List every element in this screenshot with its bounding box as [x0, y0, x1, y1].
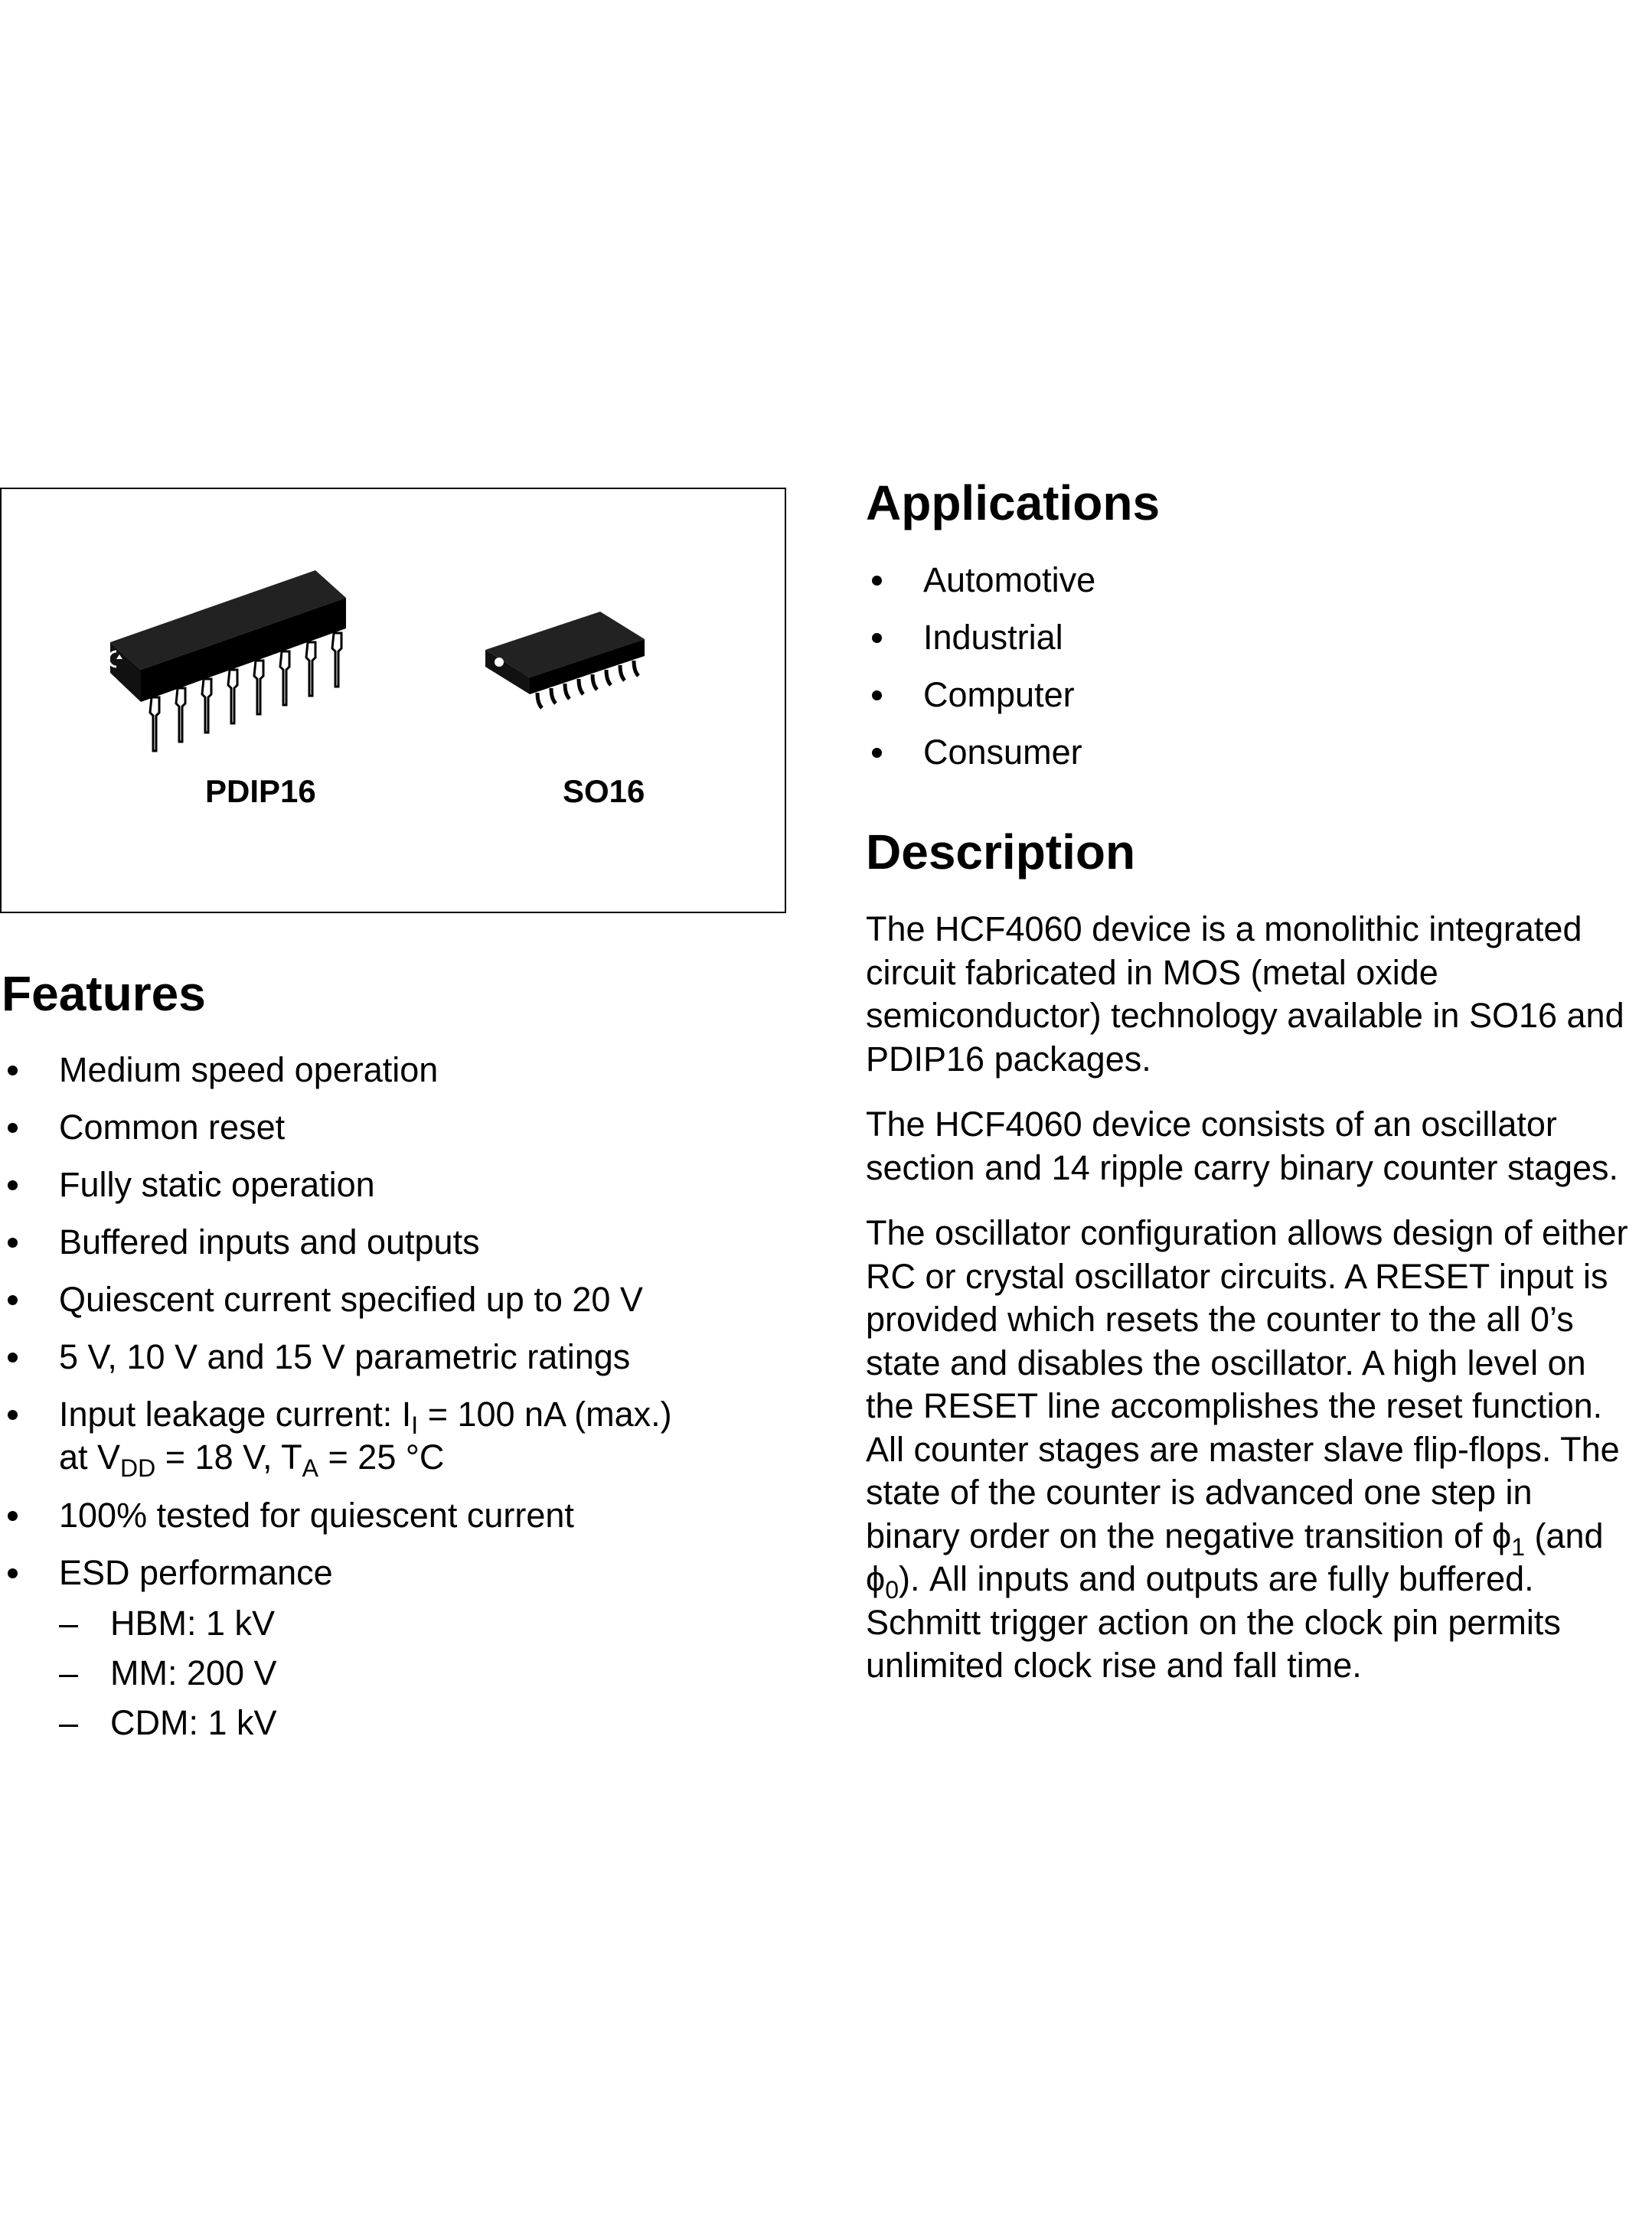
features-heading: Features: [2, 966, 206, 1021]
bullet-icon: [8, 1511, 18, 1521]
bullet-icon: [8, 1353, 18, 1363]
dash-icon: –: [59, 1604, 79, 1643]
bullet-icon: [8, 1066, 18, 1075]
description-paragraph-2: The HCF4060 device consists of an oscillator section and 14 ripple carry binary counter stages.: [866, 1105, 1619, 1187]
bullet-icon: [8, 1295, 18, 1305]
pdip16-label: PDIP16: [205, 773, 316, 809]
so16-label: SO16: [563, 773, 645, 809]
dash-icon: –: [59, 1703, 79, 1742]
applications-list: Automotive Industrial Computer Consumer: [872, 559, 1561, 788]
so16-chip-image: [485, 612, 645, 708]
dash-icon: –: [59, 1653, 79, 1692]
description-paragraph-1: The HCF4060 device is a monolithic integrated circuit fabricated in MOS (metal oxide semiconductor) technology available in SO16 and PDIP16 packages.: [866, 909, 1624, 1079]
pdip16-chip-image: [109, 570, 346, 751]
applications-heading: Applications: [866, 475, 1161, 530]
bullet-icon: [8, 1238, 18, 1248]
bullet-icon: [872, 633, 882, 643]
leakage-line1: Input leakage current: $I_I = 100$ nA (max.): [59, 1395, 672, 1439]
bullet-icon: [8, 1123, 18, 1133]
bullet-icon: [872, 690, 882, 700]
leakage-line2: at $V_{DD} = 18$ V, $T_A = 25$ °C: [59, 1438, 445, 1482]
package-illustration: [0, 488, 786, 913]
bullet-icon: [8, 1180, 18, 1190]
phi-line-2: $\phi_0$). All inputs and outputs are fully buffered.: [866, 1559, 1534, 1604]
bullet-icon: [8, 1410, 18, 1420]
description-paragraph-3: The oscillator configuration allows design of either RC or crystal oscillator circuits. A RESET input is provided which resets the counter to the all 0’s state and disables the oscillator. A high level on the RESET line accomplishes the reset function. All counter stages are master slave flip-flops. The state of the counter is advanced one step in binary order on the negative transition of $\phi_1$ (and $\phi_0$). All inputs and outputs are fully buffered. Schmitt trigger action on the clock pin permits unlimited clock rise and fall time.: [866, 1212, 1647, 1688]
package-drawing: [2, 489, 785, 912]
bullet-icon: [8, 1568, 18, 1578]
bullet-icon: [872, 748, 882, 758]
features-list: Medium speed operation Common reset Fully static operation Buffered inputs and outputs Quiescent current specified up to 20 V 5 V, 10 V and 15 V parametric ratings Input leakage current: $I_I = 100$ nA (max.) at $V_{DD} = 18$ V, $T_A = 25$ °C 100% tested for quiescent current ESD performance – HBM: 1 kV – MM: 200 V – CDM: 1 kV: [8, 1049, 773, 1753]
description-heading: Description: [866, 824, 1136, 880]
bullet-icon: [872, 576, 882, 586]
phi-line-1: binary order on the negative transition of $\phi_1$ (and: [866, 1516, 1604, 1561]
